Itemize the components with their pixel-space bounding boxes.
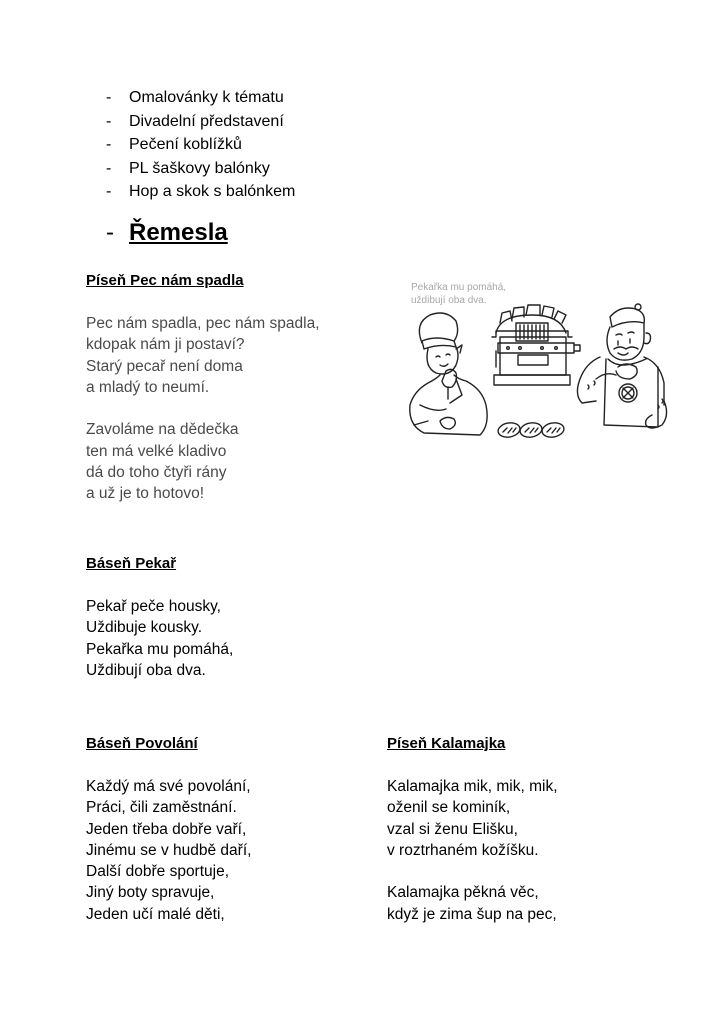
caption-line: uždibují oba dva. bbox=[411, 294, 487, 306]
baker-couple-drawing bbox=[400, 275, 670, 445]
dash-marker: - bbox=[106, 183, 112, 200]
poem-line: Kalamajka mik, mik, mik, bbox=[387, 778, 558, 795]
stanza-gap bbox=[387, 861, 558, 882]
list-item-label: PL šaškovy balónky bbox=[129, 159, 270, 177]
poem-line: Každý má své povolání, bbox=[86, 778, 251, 795]
man-baker-icon bbox=[577, 304, 666, 428]
caption-line: Pekařka mu pomáhá, bbox=[411, 282, 507, 293]
list-item bbox=[106, 133, 295, 157]
list-item-label: Hop a skok s balónkem bbox=[129, 183, 296, 200]
dash-marker: - bbox=[106, 219, 114, 246]
poem-line: když je zima šup na pec, bbox=[387, 905, 557, 923]
poem-line: Kalamajka pěkná věc, bbox=[387, 884, 539, 902]
section-title: Řemesla bbox=[129, 219, 228, 246]
dash-marker: - bbox=[106, 112, 112, 130]
list-item-label: Pečení koblížků bbox=[129, 136, 242, 153]
poem-line: Jeden třeba dobře vaří, bbox=[86, 820, 247, 838]
poem-line: Další dobře sportuje, bbox=[86, 863, 230, 881]
song-kalamajka-title: Píseň Kalamajka bbox=[387, 735, 506, 752]
poem-line: a už je to hotovo! bbox=[86, 485, 205, 503]
poem-line: Pec nám spadla, pec nám spadla, bbox=[86, 315, 320, 332]
poem-line: Starý pecař není doma bbox=[86, 357, 243, 375]
list-item bbox=[106, 86, 295, 110]
list-item bbox=[106, 180, 295, 204]
stanza-gap bbox=[86, 398, 320, 419]
poem-line: Jinému se v hudbě daří, bbox=[86, 841, 252, 859]
activities-list bbox=[106, 86, 295, 204]
dash-marker: - bbox=[106, 136, 112, 153]
list-item bbox=[106, 157, 295, 181]
poem-line: ten má velké kladivo bbox=[86, 442, 227, 460]
song-pec-text bbox=[86, 313, 320, 505]
list-item-label: Omalovánky k tématu bbox=[129, 89, 284, 106]
poem-line: Pekař peče housky, bbox=[86, 598, 221, 615]
song-kalamajka-text bbox=[387, 776, 558, 925]
poem-line: Pekařka mu pomáhá, bbox=[86, 640, 234, 658]
poem-pekar-text bbox=[86, 596, 233, 681]
dash-marker: - bbox=[106, 159, 112, 177]
poem-line: a mladý to neumí. bbox=[86, 378, 210, 396]
bread-buns-icon bbox=[497, 421, 565, 439]
dash-marker: - bbox=[106, 89, 112, 106]
poem-line: kdopak nám ji postaví? bbox=[86, 336, 245, 354]
section-heading bbox=[106, 218, 228, 248]
poem-line: oženil se kominík, bbox=[387, 799, 511, 817]
poem-line: dá do toho čtyři rány bbox=[86, 464, 227, 482]
list-item-label: Divadelní představení bbox=[129, 112, 284, 130]
poem-line: Uždibují oba dva. bbox=[86, 661, 206, 679]
poem-pekar-title: Báseň Pekař bbox=[86, 555, 177, 572]
poem-line: Zavoláme na dědečka bbox=[86, 421, 239, 439]
poem-povolani-title: Báseň Povolání bbox=[86, 735, 198, 752]
song-pec-title: Píseň Pec nám spadla bbox=[86, 272, 244, 289]
poem-line: vzal si ženu Elišku, bbox=[387, 820, 518, 838]
baker-illustration bbox=[400, 275, 670, 445]
poem-line: Práci, čili zaměstnání. bbox=[86, 799, 237, 817]
poem-line: v roztrhaném kožíšku. bbox=[387, 841, 539, 859]
oven-icon bbox=[492, 305, 580, 385]
poem-line: Uždibuje kousky. bbox=[86, 619, 203, 637]
poem-line: Jeden učí malé děti, bbox=[86, 905, 225, 923]
poem-line: Jiný boty spravuje, bbox=[86, 884, 215, 902]
woman-baker-icon bbox=[410, 313, 487, 435]
list-item bbox=[106, 110, 295, 134]
poem-povolani-text bbox=[86, 776, 251, 925]
